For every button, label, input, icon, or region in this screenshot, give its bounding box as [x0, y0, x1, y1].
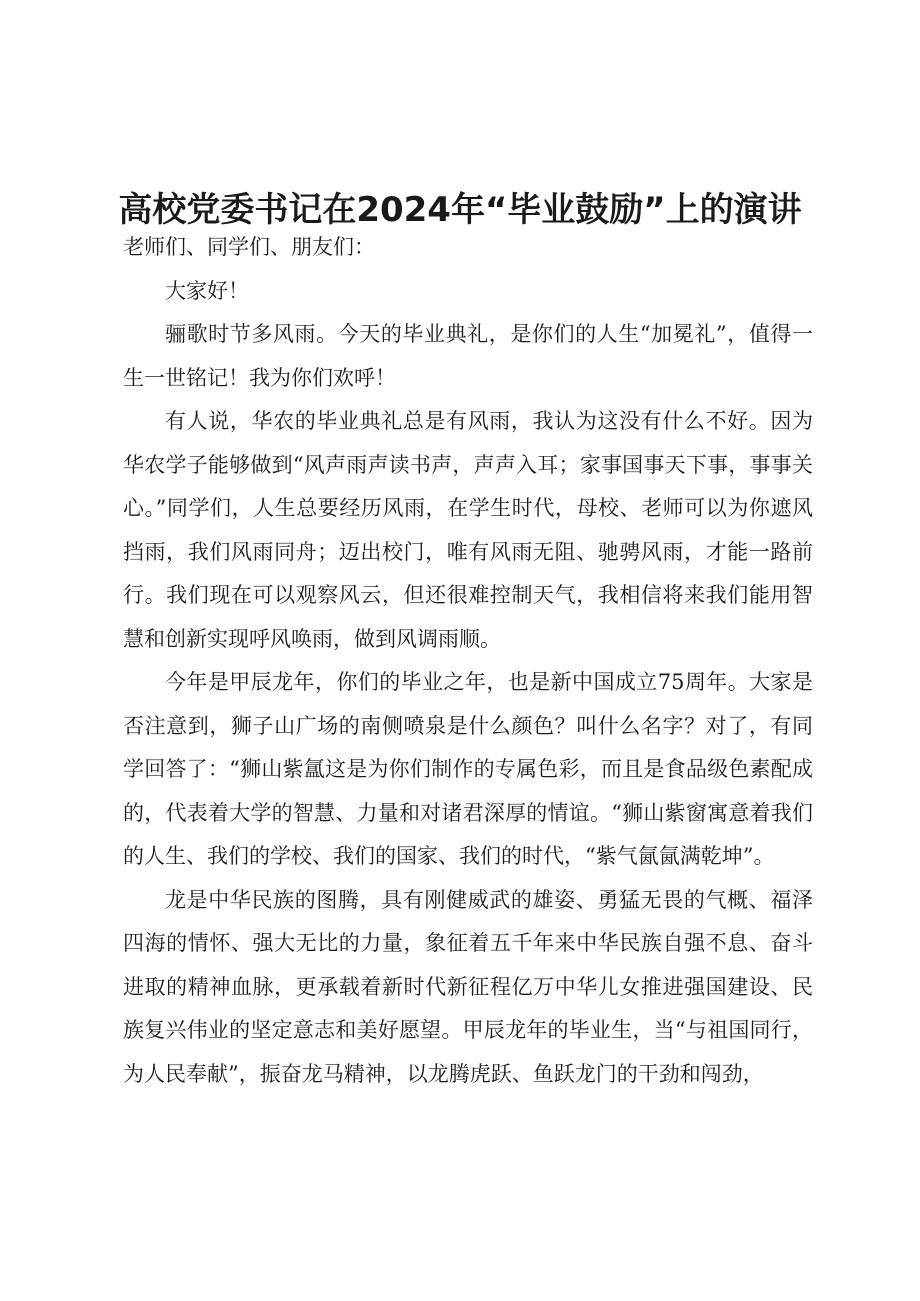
paragraph-4: 龙是中华民族的图腾，具有刚健威武的雄姿、勇猛无畏的气概、福泽四海的情怀、强大无比的力量，象征着五千年来中华民族自强不息、奋斗进取的精神血脉，更承载着新时代新征程亿万中华儿女推进强国建设、民族复兴伟业的坚定意志和美好愿望。甲辰龙年的毕业生，当“与祖国同行，为人民奉献”，振奋龙马精神，以龙腾虎跃、鱼跃龙门的干劲和闯劲， — [123, 887, 813, 1086]
paragraph-greeting: 大家好！ — [165, 278, 249, 303]
salutation: 老师们、同学们、朋友们： — [123, 235, 375, 259]
paragraph-2: 有人说，华农的毕业典礼总是有风雨，我认为这没有什么不好。因为华农学子能够做到“风声雨声读书声，声声入耳；家事国事天下事，事事关心。”同学们，人生总要经历风雨，在学生时代，母校、老师可以为你遮风挡雨，我们风雨同舟；迈出校门，唯有风雨无阻、驰骋风雨，才能一路前行。我们现在可以观察风云，但还很难控制天气，我相信将来我们能用智慧和创新实现呼风唤雨，做到风调雨顺。 — [123, 409, 813, 651]
paragraph-3: 今年是甲辰龙年，你们的毕业之年，也是新中国成立75周年。大家是否注意到，狮子山广场的南侧喷泉是什么颜色？叫什么名字？对了，有同学回答了：“狮山紫氲这是为你们制作的专属色彩，而且是食品级色素配成的，代表着大学的智慧、力量和对诸君深厚的情谊。“狮山紫窗寓意着我们的人生、我们的学校、我们的国家、我们的时代，“紫气氤氤满乾坤”。 — [123, 670, 813, 868]
document-body — [123, 226, 813, 1096]
paragraph-1: 骊歌时节多风雨。今天的毕业典礼，是你们的人生“加冕礼”，值得一生一世铭记！我为你们欢呼！ — [123, 322, 813, 390]
document-title: 高校党委书记在2024年“毕业鼓励”上的演讲 — [118, 189, 802, 230]
